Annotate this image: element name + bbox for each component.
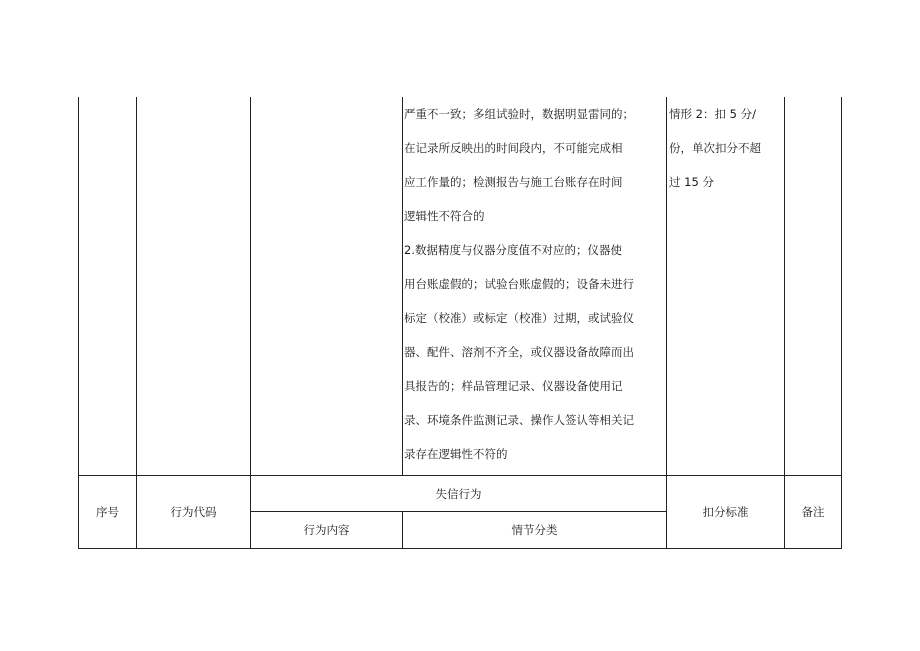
text-line: 标定（校准）或标定（校准）过期，或试验仪 <box>404 311 634 325</box>
text-line: 器、配件、溶剂不齐全，或仪器设备故障而出 <box>404 345 634 359</box>
header-content: 行为内容 <box>303 523 350 537</box>
circumstance-text <box>404 103 666 477</box>
header-code: 行为代码 <box>170 505 217 519</box>
border-col-0 <box>78 97 79 549</box>
border-row-bottom <box>78 548 842 549</box>
header-circumstance: 情节分类 <box>511 523 558 537</box>
header-deduction-std: 扣分标准 <box>702 505 749 519</box>
border-col-2 <box>250 97 251 549</box>
header-dishonest: 失信行为 <box>435 487 482 501</box>
border-col-4 <box>666 97 667 549</box>
deduction-text <box>669 103 785 205</box>
text-line: 逻辑性不符合的 <box>404 209 485 223</box>
text-line: 过 15 分 <box>669 175 714 189</box>
border-col-6 <box>841 97 842 549</box>
text-line: 在记录所反映出的时间段内，不可能完成相 <box>404 141 623 155</box>
header-seq: 序号 <box>96 505 119 519</box>
text-line: 录、环境条件监测记录、操作人签认等相关记 <box>404 413 634 427</box>
text-line: 具报告的；样品管理记录、仪器设备使用记 <box>404 379 623 393</box>
text-line: 2.数据精度与仪器分度值不对应的；仪器使 <box>404 243 622 257</box>
border-row-mid-header <box>250 511 667 512</box>
text-line: 份，单次扣分不超 <box>669 141 761 155</box>
text-line: 应工作量的；检测报告与施工台账存在时间 <box>404 175 623 189</box>
text-line: 录存在逻辑性不符的 <box>404 447 508 461</box>
header-remarks: 备注 <box>801 505 825 519</box>
border-col-3-upper <box>402 97 403 475</box>
text-line: 用台账虚假的；试验台账虚假的；设备未进行 <box>404 277 634 291</box>
text-line: 严重不一致；多组试验时，数据明显雷同的； <box>404 107 634 121</box>
border-col-1 <box>136 97 137 549</box>
text-line: 情形 2：扣 5 分/ <box>669 107 756 121</box>
